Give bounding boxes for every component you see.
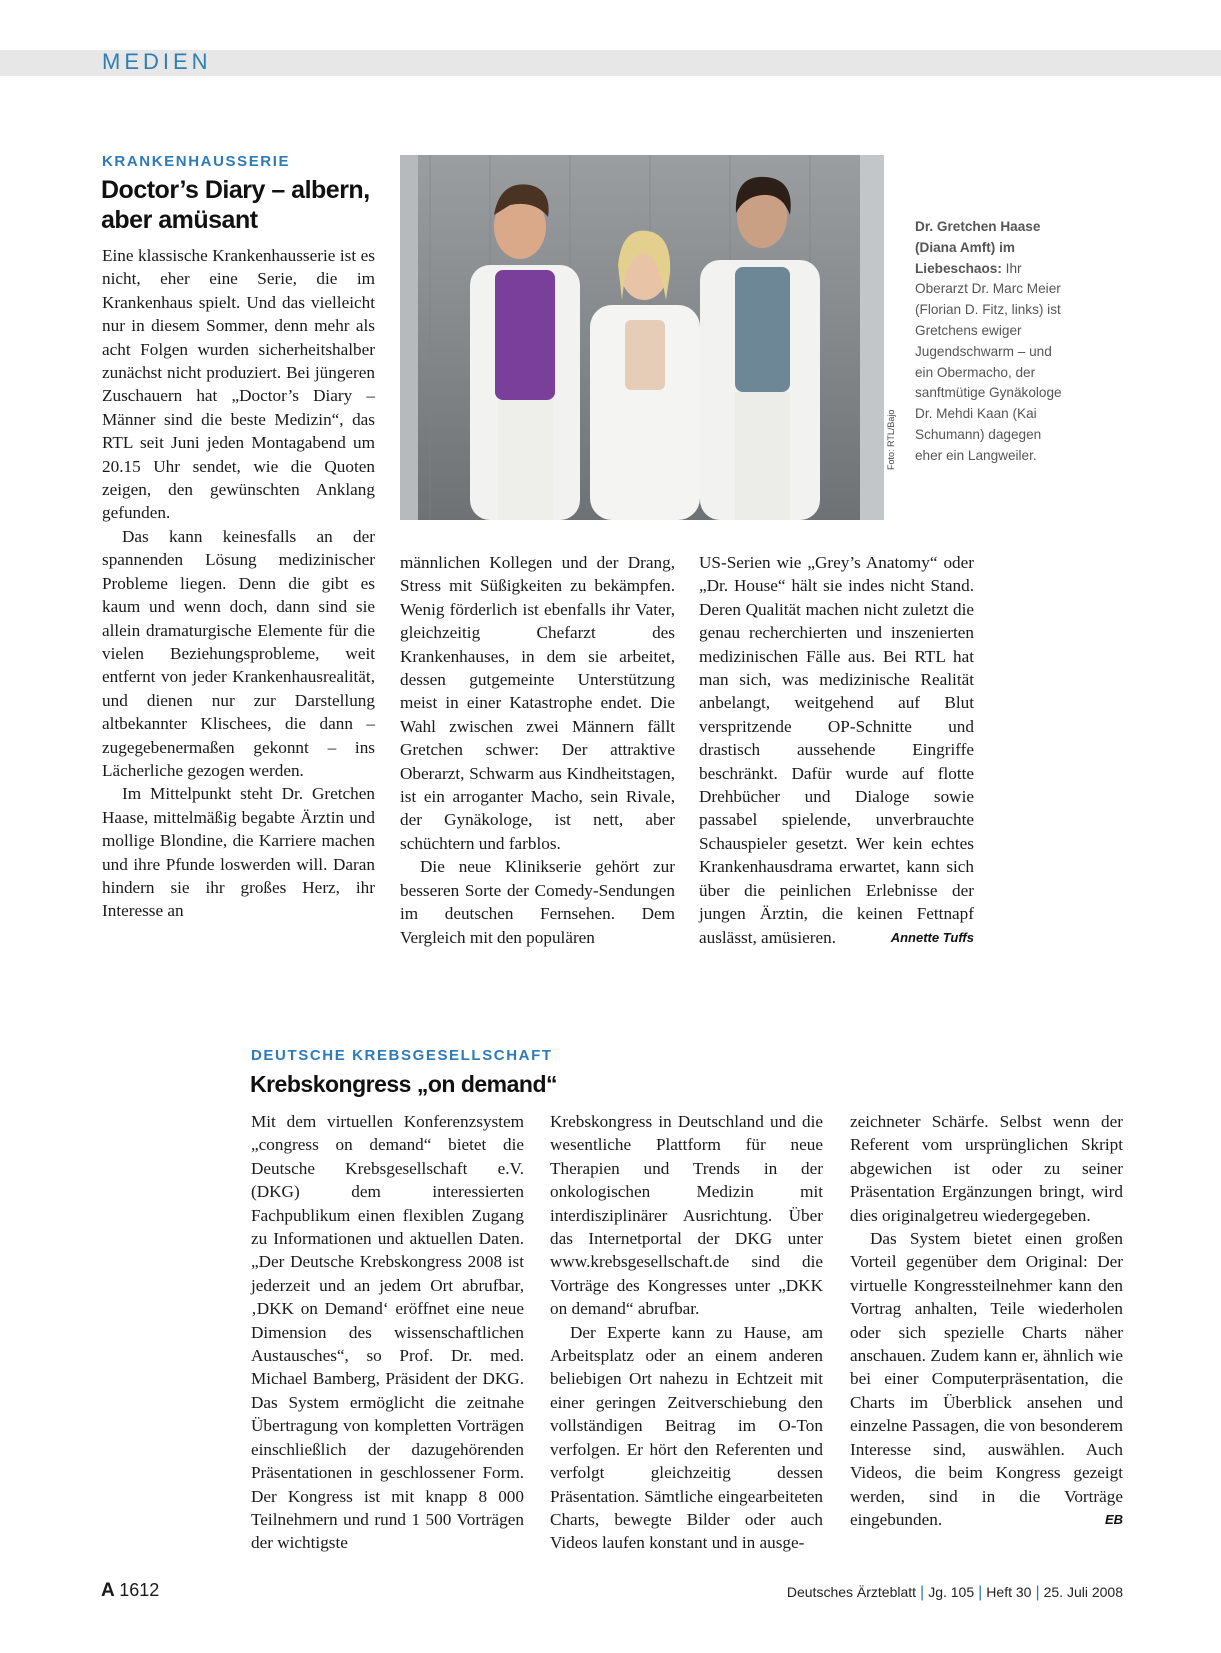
- section-label: MEDIEN: [102, 49, 212, 74]
- article1-photo: [400, 155, 884, 520]
- journal-name: Deutsches Ärzteblatt: [786, 1584, 917, 1600]
- article1-column-3: [699, 551, 974, 949]
- article2-column-2: [550, 1110, 823, 1555]
- article1-paragraph: [699, 551, 974, 949]
- article1-paragraph: Die neue Klinikserie gehört zur besseren Sorte der Comedy-Sendungen im deutschen Fernsehen. Dem Vergleich mit den populären: [400, 857, 675, 947]
- page-folio: [101, 1580, 159, 1602]
- article1-paragraph-text: US-Serien wie „Grey’s Anatomy“ oder „Dr. House“ hält sie indes nicht Stand. Deren Qualität machen nicht zuletzt die genau recherchierten und inszenierten medizinischen Fälle aus. Bei RTL hat man sich, was medizinische Realität anbelangt, weitgehend auf Blut verspritzende OP-Schnitte und drastisch aussehende Eingriffe beschränkt. Dafür wurde auf flotte Drehbücher und Dialoge sowie passabel spielende, unverbrauchte Schauspieler gesetzt. Wer kein echtes Krankenhausdrama erwartet, kann sich über die peinlichen Erlebnisse der jungen Ärztin, die keinen Fettnapf auslässt, amüsieren.: [699, 553, 974, 947]
- article1-headline-line1: Doctor’s Diary – albern,: [101, 176, 370, 204]
- separator: |: [1035, 1584, 1040, 1601]
- article1-paragraph: Das kann keinesfalls an der spannenden Lösung medizinischer Probleme liegen. Denn die gibt es kaum und wenn doch, dann sind sie allein dramaturgische Elemente für die vielen Beziehungsprobleme, weit entfernt von jeder Krankenhausrealität, und dienen nur zur Darstellung altbekannter Klischees, die dann – zugegebenermaßen gekonnt – ins Lächerliche gezogen werden.: [102, 526, 375, 780]
- article2-paragraph: zeichneter Schärfe. Selbst wenn der Referent vom ursprünglichen Skript abgewichen ist oder zu seiner Präsentation Ergänzungen bringt, wird dies originalgetreu wiedergegeben.: [850, 1112, 1123, 1225]
- folio-number: 1612: [119, 1580, 160, 1600]
- article2-paragraph: [850, 1227, 1123, 1531]
- article1-paragraph: Eine klassische Krankenhausserie ist es nicht, eher eine Serie, die im Krankenhaus spielt. Und das vielleicht nur in diesem Sommer, denn mehr als acht Folgen wurden sicherheitshalber zunächst nicht produziert. Bei jüngeren Zuschauern hat „Doctor’s Diary – Männer sind die beste Medizin“, das RTL seit Juni jeden Montagabend um 20.15 Uhr sendet, wie die Quoten zeigen, den gewünschten Anklang gefunden.: [102, 246, 375, 523]
- article1-column-1: [102, 244, 375, 923]
- caption-bold: Dr. Gretchen Haase (Diana Amft) im Liebeschaos:: [915, 219, 1041, 276]
- article1-paragraph: männlichen Kollegen und der Drang, Stress mit Süßigkeiten zu bekämpfen. Wenig förderlich ist ebenfalls ihr Vater, gleichzeitig Chefarzt des Krankenhauses, in dem sie arbeitet, dessen gutgemeinte Unterstützung meist in einer Katastrophe endet. Die Wahl zwischen zwei Männern fällt Gretchen schwer: Der attraktive Oberarzt, Schwarm aus Kindheitstagen, ist ein arroganter Macho, sein Rivale, der Gynäkologe, ist nett, aber schüchtern und farblos.: [400, 553, 675, 853]
- photo-credit: Foto: RTL/Bajo: [886, 409, 896, 470]
- folio-letter: A: [101, 1580, 115, 1601]
- article1-headline-line2: aber amüsant: [101, 206, 258, 234]
- article1-kicker: KRANKENHAUSSERIE: [102, 153, 291, 170]
- article2-author: EB: [1104, 1511, 1123, 1527]
- journal-issue: Heft 30: [986, 1584, 1032, 1600]
- article1-column-2: [400, 551, 675, 949]
- article2-headline: Krebskongress „on demand“: [250, 1071, 558, 1097]
- article1-author: Annette Tuffs: [890, 929, 974, 945]
- photo-illustration: [400, 155, 884, 520]
- journal-volume: Jg. 105: [928, 1584, 975, 1600]
- article1-paragraph: Im Mittelpunkt steht Dr. Gretchen Haase, mittelmäßig begabte Ärztin und mollige Blondine, die Karriere machen und ihre Pfunde loswerden will. Daran hindern sie ihr großes Herz, ihr Interesse an: [102, 784, 375, 921]
- article2-paragraph: Krebskongress in Deutschland und die wesentliche Plattform für neue Therapien und Trends in der onkologischen Medizin mit interdisziplinärer Ausrichtung. Über das Internetportal der DKG unter www.krebsgesellschaft.de sind die Vorträge des Kongresses unter „DKK on demand“ abrufbar.: [550, 1112, 823, 1319]
- caption-text: Ihr Oberarzt Dr. Marc Meier (Florian D. Fitz, links) ist Gretchens ewiger Jugendschwarm – und ein Obermacho, der sanftmütige Gynäkologe Dr. Mehdi Kaan (Kai Schumann) dagegen eher ein Langweiler.: [915, 260, 1062, 463]
- article2-kicker: DEUTSCHE KREBSGESELLSCHAFT: [251, 1047, 553, 1064]
- separator: |: [978, 1584, 983, 1601]
- article1-headline: [101, 175, 370, 235]
- photo-caption: [915, 217, 1065, 467]
- article2-paragraph-text: Das System bietet einen großen Vorteil gegenüber dem Original: Der virtuelle Kongressteilnehmer kann den Vortrag anhalten, Teile wiederholen oder sich spezielle Charts näher anschauen. Zudem kann er, ähnlich wie bei einer Computerpräsentation, die Charts im Überblick ansehen und einzelne Passagen, die von besonderem Interesse sind, auswählen. Auch Videos, die beim Kongress gezeigt werden, sind in die Vorträge eingebunden.: [850, 1229, 1123, 1529]
- journal-info: [787, 1584, 1123, 1602]
- article2-paragraph: Der Experte kann zu Hause, am Arbeitsplatz oder an einem anderen beliebigen Ort nahezu in Echtzeit mit einer geringen Zeitverschiebung den vollständigen Beitrag im O-Ton verfolgen. Er hört den Referenten und verfolgt gleichzeitig dessen Präsentation. Sämtliche eingearbeiteten Charts, bewegte Bilder oder auch Videos laufen konstant und in ausge-: [550, 1322, 823, 1553]
- article2-column-1: [251, 1110, 524, 1555]
- journal-date: 25. Juli 2008: [1043, 1584, 1123, 1600]
- separator: |: [920, 1584, 925, 1601]
- article2-paragraph: Mit dem virtuellen Konferenzsystem „congress on demand“ bietet die Deutsche Krebsgesellschaft e.V. (DKG) dem interessierten Fachpublikum einen flexiblen Zugang zu Informationen und aktuellen Daten. „Der Deutsche Krebskongress 2008 ist jederzeit und an jedem Ort abrufbar, ‚DKK on Demand‘ eröffnet eine neue Dimension des wissenschaftlichen Austausches“, so Prof. Dr. med. Michael Bamberg, Präsident der DKG. Das System ermöglicht die zeitnahe Übertragung von kompletten Vorträgen einschließlich der dazugehörenden Präsentationen in geschlossener Form. Der Kongress ist mit knapp 8 000 Teilnehmern und rund 1 500 Vorträgen der wichtigste: [251, 1112, 524, 1553]
- article2-column-3: [850, 1110, 1123, 1531]
